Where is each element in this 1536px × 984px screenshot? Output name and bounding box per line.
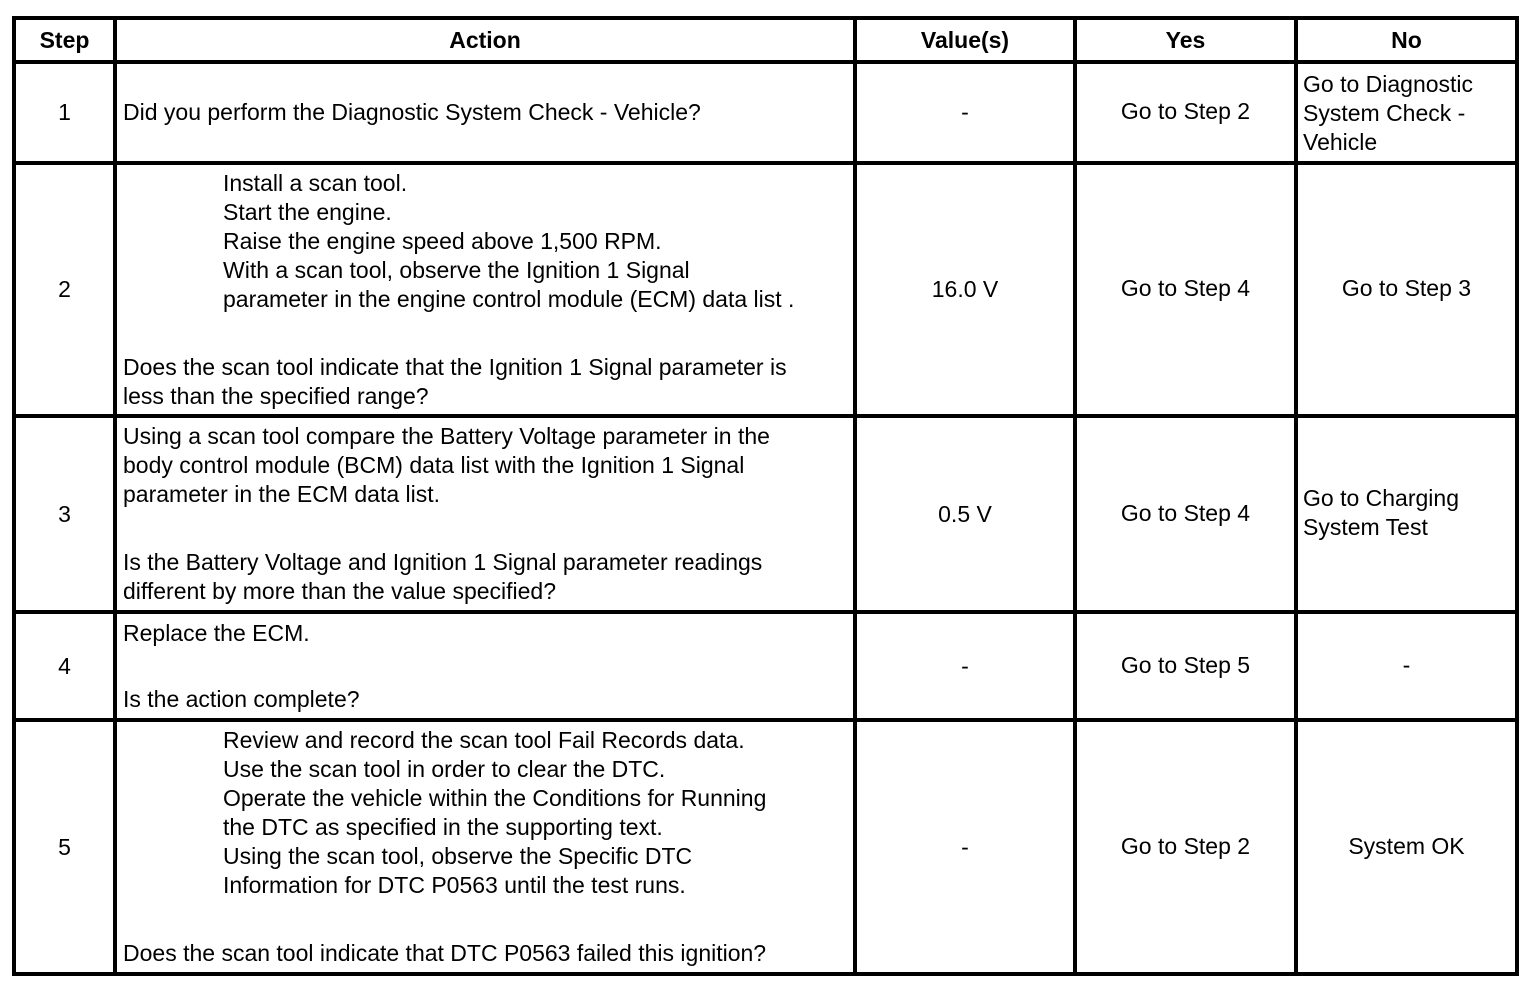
table-row-step-4 — [14, 612, 1517, 720]
no-cell: Go to Step 3 — [1296, 163, 1517, 416]
table-row-step-5 — [14, 720, 1517, 974]
value-cell: 0.5 V — [855, 416, 1075, 612]
action-question: different by more than the value specified? — [123, 578, 557, 604]
yes-cell: Go to Step 4 — [1075, 416, 1296, 612]
action-cell — [115, 416, 855, 612]
action-line: Review and record the scan tool Fail Records data. — [223, 727, 745, 753]
value-cell: - — [855, 720, 1075, 974]
action-cell — [115, 163, 855, 416]
header-no: No — [1296, 18, 1517, 62]
no-line: Go to Diagnostic — [1303, 70, 1474, 97]
no-line: System Check - — [1303, 99, 1466, 126]
yes-cell: Go to Step 2 — [1075, 720, 1296, 974]
step-number: 4 — [14, 612, 115, 720]
step-number: 3 — [14, 416, 115, 612]
action-line: Using the scan tool, observe the Specific DTC — [223, 843, 693, 869]
no-cell: System OK — [1296, 720, 1517, 974]
yes-cell: Go to Step 5 — [1075, 612, 1296, 720]
table-row-step-1 — [14, 62, 1517, 163]
action-line: Use the scan tool in order to clear the DTC. — [223, 756, 666, 782]
no-cell — [1296, 62, 1517, 163]
step-number: 1 — [14, 62, 115, 163]
header-action: Action — [115, 18, 855, 62]
table-row-step-3 — [14, 416, 1517, 612]
no-line: Go to Charging — [1303, 485, 1459, 511]
action-line: body control module (BCM) data list with the Ignition 1 Signal — [123, 452, 745, 478]
header-step: Step — [14, 18, 115, 62]
diagnostic-table — [12, 16, 1519, 976]
action-line: Information for DTC P0563 until the test runs. — [223, 872, 686, 898]
action-question: Does the scan tool indicate that DTC P0563 failed this ignition? — [123, 940, 767, 966]
header-yes: Yes — [1075, 18, 1296, 62]
header-values: Value(s) — [855, 18, 1075, 62]
action-cell — [115, 612, 855, 720]
step-number: 2 — [14, 163, 115, 416]
action-line: Start the engine. — [223, 198, 392, 225]
action-question: Is the action complete? — [123, 685, 360, 712]
value-cell: 16.0 V — [855, 163, 1075, 416]
step-number: 5 — [14, 720, 115, 974]
no-line: Vehicle — [1303, 128, 1378, 155]
action-question: Does the scan tool indicate that the Ignition 1 Signal parameter is — [123, 353, 787, 380]
action-line: Install a scan tool. — [223, 169, 408, 196]
action-question: Is the Battery Voltage and Ignition 1 Signal parameter readings — [123, 549, 763, 575]
action-line: Replace the ECM. — [123, 619, 310, 646]
action-line: parameter in the engine control module (ECM) data list . — [223, 285, 795, 312]
action-line: the DTC as specified in the supporting text. — [223, 814, 663, 840]
action-line: Raise the engine speed above 1,500 RPM. — [223, 227, 662, 254]
action-question: Did you perform the Diagnostic System Check - Vehicle? — [123, 99, 701, 125]
action-cell — [115, 62, 855, 163]
no-cell — [1296, 416, 1517, 612]
value-cell: - — [855, 62, 1075, 163]
action-cell — [115, 720, 855, 974]
table-row-step-2 — [14, 163, 1517, 416]
yes-cell: Go to Step 4 — [1075, 163, 1296, 416]
no-cell: - — [1296, 612, 1517, 720]
action-line: parameter in the ECM data list. — [123, 481, 441, 507]
action-line: With a scan tool, observe the Ignition 1 Signal — [223, 256, 690, 283]
header-row — [14, 18, 1517, 62]
yes-cell: Go to Step 2 — [1075, 62, 1296, 163]
value-cell: - — [855, 612, 1075, 720]
no-line: System Test — [1303, 514, 1428, 540]
action-question: less than the specified range? — [123, 382, 429, 409]
action-line: Operate the vehicle within the Conditions for Running — [223, 785, 767, 811]
action-line: Using a scan tool compare the Battery Voltage parameter in the — [123, 423, 770, 449]
